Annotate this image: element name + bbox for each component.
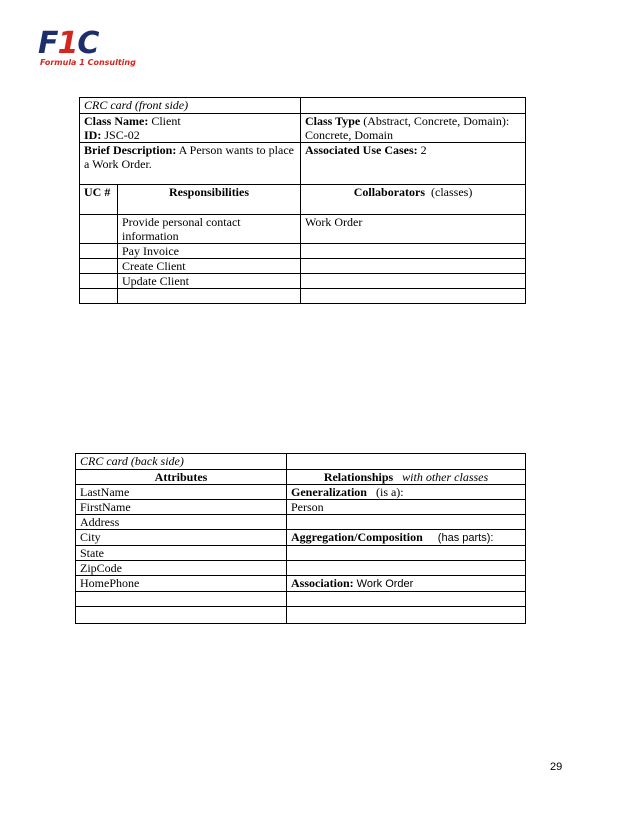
table-row <box>80 289 526 304</box>
collaborator-cell <box>301 274 526 289</box>
collaborators-header-cell <box>301 185 526 215</box>
attribute-cell: HomePhone <box>76 576 287 592</box>
associated-use-cases-label: Associated Use Cases: <box>305 143 418 157</box>
responsibility-cell: Provide personal contact information <box>118 215 301 244</box>
brief-description-label: Brief Description: <box>84 143 177 157</box>
relationship-cell <box>287 592 526 607</box>
class-name-value: Client <box>151 114 181 128</box>
logo-subtitle: Formula 1 Consulting <box>40 58 136 67</box>
id-label: ID: <box>84 128 102 142</box>
relationship-cell <box>287 607 526 624</box>
class-type-cell <box>301 114 526 143</box>
attribute-cell: City <box>76 530 287 546</box>
id-value: JSC-02 <box>104 128 140 142</box>
attribute-cell <box>76 592 287 607</box>
relationship-value: (has parts): <box>437 532 494 544</box>
front-title-empty-cell <box>301 98 526 114</box>
attribute-cell <box>76 607 287 624</box>
relationship-cell <box>287 576 526 592</box>
back-title-empty-cell <box>287 454 526 470</box>
uc-cell <box>80 274 118 289</box>
back-title-cell <box>76 454 287 470</box>
logo-letter-c: C <box>77 26 99 61</box>
responsibility-cell: Create Client <box>118 259 301 274</box>
uc-cell <box>80 244 118 259</box>
class-type-label: Class Type <box>305 114 361 128</box>
responsibility-cell: Pay Invoice <box>118 244 301 259</box>
collaborator-cell <box>301 244 526 259</box>
collaborator-cell <box>301 259 526 274</box>
table-row <box>76 576 526 592</box>
relationships-header-cell <box>287 470 526 485</box>
crc-card-back-table <box>75 453 526 624</box>
relationship-label: Aggregation/Composition <box>291 530 423 544</box>
uc-cell <box>80 289 118 304</box>
relationship-cell <box>287 500 526 515</box>
relationship-value: (is a): <box>375 485 404 499</box>
relationship-cell <box>287 485 526 500</box>
table-row <box>76 561 526 576</box>
table-row <box>80 274 526 289</box>
back-card-title: CRC card (back side) <box>80 454 184 468</box>
uc-header: UC # <box>80 185 118 215</box>
table-row <box>76 515 526 530</box>
table-row <box>80 244 526 259</box>
table-row <box>76 546 526 561</box>
collaborator-cell: Work Order <box>301 215 526 244</box>
logo-mark <box>38 28 98 60</box>
class-name-label: Class Name: <box>84 114 149 128</box>
relationships-header: Relationships <box>323 470 394 484</box>
responsibility-cell <box>118 289 301 304</box>
relationship-value: Person <box>291 500 324 514</box>
uc-cell <box>80 259 118 274</box>
attribute-cell: ZipCode <box>76 561 287 576</box>
brief-description-value: A Person wants to place a Work Order. <box>84 143 294 171</box>
table-row <box>76 607 526 624</box>
class-name-cell <box>80 114 301 143</box>
responsibility-cell: Update Client <box>118 274 301 289</box>
brief-description-cell <box>80 143 301 185</box>
relationship-label: Generalization <box>291 485 367 499</box>
associated-use-cases-cell <box>301 143 526 185</box>
attribute-cell: Address <box>76 515 287 530</box>
attribute-cell: State <box>76 546 287 561</box>
attributes-header: Attributes <box>76 470 287 485</box>
collaborator-cell <box>301 289 526 304</box>
uc-cell <box>80 215 118 244</box>
table-row <box>80 259 526 274</box>
page-number: 29 <box>550 761 563 773</box>
relationship-cell <box>287 561 526 576</box>
relationships-subheader: with other classes <box>402 470 489 484</box>
table-row <box>76 485 526 500</box>
table-row <box>76 530 526 546</box>
responsibilities-header: Responsibilities <box>118 185 301 215</box>
logo-letter-f: F <box>38 26 58 61</box>
class-type-value: (Abstract, Concrete, Domain): Concrete, Domain <box>305 114 510 142</box>
relationship-cell <box>287 530 526 546</box>
associated-use-cases-value: 2 <box>420 143 427 157</box>
company-logo <box>38 26 136 68</box>
relationship-cell <box>287 546 526 561</box>
relationship-value: Work Order <box>356 578 414 590</box>
relationship-cell <box>287 515 526 530</box>
logo-digit-1: 1 <box>57 26 78 61</box>
table-row <box>80 215 526 244</box>
front-title-cell <box>80 98 301 114</box>
relationship-label: Association: <box>291 576 354 590</box>
collaborators-subheader: (classes) <box>431 185 473 199</box>
attribute-cell: FirstName <box>76 500 287 515</box>
table-row <box>76 500 526 515</box>
collaborators-header: Collaborators <box>353 185 426 199</box>
attribute-cell: LastName <box>76 485 287 500</box>
front-card-title: CRC card (front side) <box>84 98 189 112</box>
table-row <box>76 592 526 607</box>
crc-card-front-table <box>79 97 526 304</box>
